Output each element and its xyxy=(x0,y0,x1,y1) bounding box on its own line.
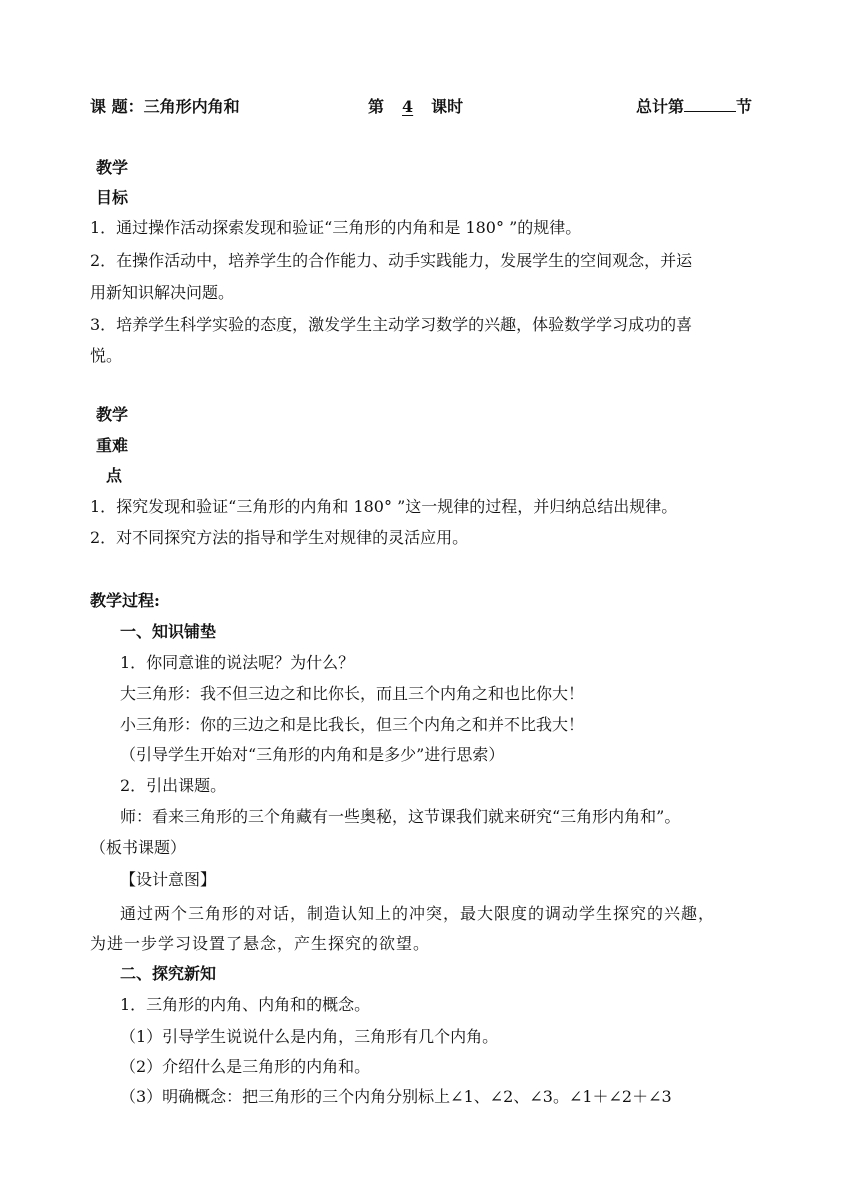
lesson-topic: 课 题：三角形内角和 xyxy=(90,97,240,116)
design-intent-line-2: 为进一步学习设置了悬念，产生探究的欲望。 xyxy=(90,934,431,953)
lesson-period-suffix: 课时 xyxy=(431,97,464,116)
section1-line-1: 1．你同意谁的说法呢？为什么？ xyxy=(120,653,355,672)
lesson-period-number: 4 xyxy=(402,97,414,116)
keypoint-item-1: 1．探究发现和验证“三角形的内角和 180° ”这一规律的过程，并归纳总结出规律。 xyxy=(90,497,678,516)
section1-line-6: 师：看来三角形的三个角藏有一些奥秘，这节课我们就来研究“三角形内角和”。 xyxy=(120,807,681,826)
goal-item-2: 2．在操作活动中，培养学生的合作能力、动手实践能力，发展学生的空间观念，并运 xyxy=(90,251,693,270)
section1-line-5: 2．引出课题。 xyxy=(120,776,227,795)
goals-heading-line2: 目标 xyxy=(96,188,129,207)
section2-line-4: （3）明确概念：把三角形的三个内角分别标上∠1、∠2、∠3。∠1＋∠2＋∠3 xyxy=(120,1087,672,1106)
design-intent-label: 【设计意图】 xyxy=(120,870,217,889)
lesson-period xyxy=(368,94,463,117)
total-suffix: 节 xyxy=(736,97,753,116)
keypoints-heading-line2: 重难 xyxy=(96,436,129,455)
total-lesson-count xyxy=(636,94,752,117)
section1-line-2: 大三角形：我不但三边之和比你长，而且三个内角之和也比你大！ xyxy=(120,684,585,703)
section1-line-4: （引导学生开始对“三角形的内角和是多少”进行思索） xyxy=(120,745,505,764)
section2-line-2: （1）引导学生说说什么是内角，三角形有几个内角。 xyxy=(120,1027,499,1046)
section1-line-7: （板书课题） xyxy=(90,838,187,857)
section1-line-3: 小三角形：你的三边之和是比我长，但三个内角之和并不比我大！ xyxy=(120,715,585,734)
total-count-blank xyxy=(684,95,736,112)
lesson-header xyxy=(90,94,770,120)
section2-title: 二、探究新知 xyxy=(120,964,217,983)
lesson-period-prefix: 第 xyxy=(368,97,385,116)
keypoints-heading-line1: 教学 xyxy=(96,405,129,424)
goal-item-3: 3．培养学生科学实验的态度，激发学生主动学习数学的兴趣，体验数学学习成功的喜 xyxy=(90,315,693,334)
keypoint-item-2: 2．对不同探究方法的指导和学生对规律的灵活应用。 xyxy=(90,528,469,547)
total-prefix: 总计第 xyxy=(636,97,685,116)
goals-heading-line1: 教学 xyxy=(96,158,129,177)
goal-item-1: 1．通过操作活动探索发现和验证“三角形的内角和是 180° ”的规律。 xyxy=(90,218,582,237)
process-heading: 教学过程: xyxy=(90,591,160,610)
section1-title: 一、知识铺垫 xyxy=(120,622,217,641)
keypoints-heading-line3: 点 xyxy=(106,466,123,485)
design-intent-line-1: 通过两个三角形的对话，制造认知上的冲突，最大限度的调动学生探究的兴趣， xyxy=(120,904,716,923)
goal-item-3-cont: 悦。 xyxy=(90,346,123,365)
section2-line-1: 1．三角形的内角、内角和的概念。 xyxy=(120,995,371,1014)
section2-line-3: （2）介绍什么是三角形的内角和。 xyxy=(120,1057,371,1076)
goal-item-2-cont: 用新知识解决问题。 xyxy=(90,283,235,302)
